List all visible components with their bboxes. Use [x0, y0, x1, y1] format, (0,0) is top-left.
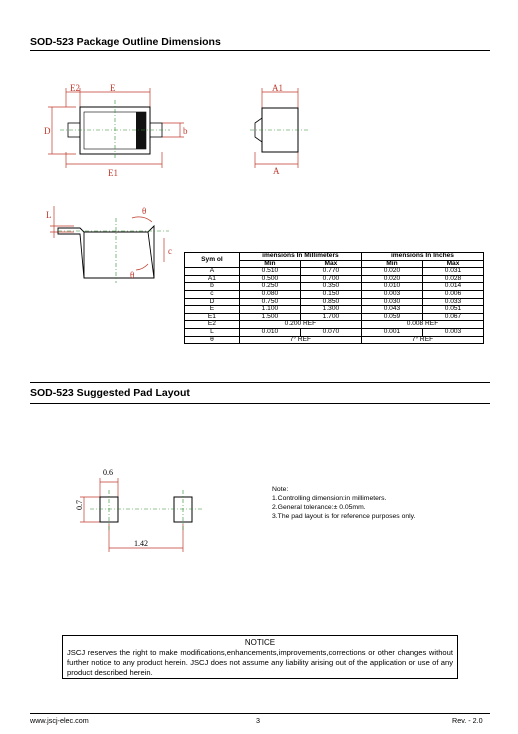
cell-symbol: θ [185, 336, 240, 344]
cell-mm-max: 0.150 [300, 290, 361, 298]
notice-body: JSCJ reserves the right to make modifications,enhancements,improvements,corrections or other changes without further notice to any product herein. JSCJ does not assume any liability arising out of the application or use of any product described herein. [67, 648, 453, 677]
label-a1: A1 [272, 83, 283, 93]
cell-in-min: 0.043 [361, 306, 422, 314]
section-divider [30, 50, 490, 51]
cell-mm-min: 0.510 [239, 268, 300, 276]
label-theta-bottom: θ [130, 270, 135, 280]
cell-mm-ref: 0.200 REF [239, 321, 361, 329]
cell-mm-min: 0.750 [239, 298, 300, 306]
cell-in-min: 0.030 [361, 298, 422, 306]
cell-in-max: 0.014 [422, 283, 483, 291]
header-mm-min: Min [239, 260, 300, 268]
cell-in-min: 0.020 [361, 275, 422, 283]
label-e: E [110, 83, 116, 93]
footer-website[interactable]: www.jscj-elec.com [30, 716, 89, 725]
cell-symbol: A [185, 268, 240, 276]
pad-width-label: 0.6 [103, 468, 113, 477]
cell-in-max: 0.006 [422, 290, 483, 298]
label-e1: E1 [108, 168, 118, 178]
cell-mm-min: 1.100 [239, 306, 300, 314]
header-symbol: Sym ol [185, 253, 240, 268]
cell-mm-min: 0.250 [239, 283, 300, 291]
cell-mm-max: 0.770 [300, 268, 361, 276]
cell-in-ref: 0.008 REF [361, 321, 483, 329]
top-view-drawing [40, 82, 200, 182]
label-e2: E2 [70, 83, 80, 93]
header-inch: imensions In Inches [361, 253, 483, 261]
note-line: 3.The pad layout is for reference purposes only. [272, 513, 416, 520]
table-row [185, 313, 484, 321]
label-theta-top: θ [142, 206, 147, 216]
cell-mm-max: 0.350 [300, 283, 361, 291]
cell-mm-min: 0.080 [239, 290, 300, 298]
cell-mm-max: 1.700 [300, 313, 361, 321]
cell-mm-ref: 7° REF [239, 336, 361, 344]
cell-mm-max: 0.850 [300, 298, 361, 306]
cell-symbol: E [185, 306, 240, 314]
header-in-min: Min [361, 260, 422, 268]
cell-mm-min: 0.010 [239, 328, 300, 336]
cell-mm-max: 0.700 [300, 275, 361, 283]
cell-in-max: 0.033 [422, 298, 483, 306]
cell-mm-min: 1.500 [239, 313, 300, 321]
cell-symbol: E2 [185, 321, 240, 329]
cell-in-max: 0.031 [422, 268, 483, 276]
cell-in-max: 0.028 [422, 275, 483, 283]
note-block [272, 485, 415, 521]
footer-page-number: 3 [256, 716, 260, 725]
cell-symbol: D [185, 298, 240, 306]
footer-revision: Rev. - 2.0 [452, 716, 483, 725]
cell-in-min: 0.001 [361, 328, 422, 336]
label-d: D [44, 126, 51, 136]
table-row [185, 290, 484, 298]
label-a: A [273, 166, 280, 176]
note-title: Note: [272, 486, 289, 493]
pad-height-label: 0.7 [75, 500, 84, 510]
cell-in-max: 0.051 [422, 306, 483, 314]
section-title-pad-layout: SOD-523 Suggested Pad Layout [30, 387, 190, 399]
note-line: 1.Controlling dimension:in millimeters. [272, 495, 387, 502]
notice-box [62, 635, 458, 679]
cell-symbol: b [185, 283, 240, 291]
dimension-table [184, 252, 484, 344]
label-l: L [46, 210, 52, 220]
cell-mm-max: 1.300 [300, 306, 361, 314]
cell-mm-min: 0.500 [239, 275, 300, 283]
label-c: c [168, 246, 172, 256]
side-view-drawing [250, 82, 310, 182]
section-divider [30, 403, 490, 404]
cell-in-min: 0.010 [361, 283, 422, 291]
header-in-max: Max [422, 260, 483, 268]
label-b: b [183, 126, 188, 136]
cell-in-ref: 7° REF [361, 336, 483, 344]
table-row [185, 328, 484, 336]
table-row [185, 336, 484, 344]
cell-in-min: 0.003 [361, 290, 422, 298]
pad-layout-drawing [70, 462, 210, 562]
cell-in-min: 0.020 [361, 268, 422, 276]
pad-pitch-label: 1.42 [134, 539, 148, 548]
header-mm-max: Max [300, 260, 361, 268]
cell-in-min: 0.059 [361, 313, 422, 321]
section-title-outline: SOD-523 Package Outline Dimensions [30, 36, 221, 48]
cell-symbol: A1 [185, 275, 240, 283]
note-line: 2.General tolerance:± 0.05mm. [272, 504, 366, 511]
cell-symbol: E1 [185, 313, 240, 321]
cell-in-max: 0.067 [422, 313, 483, 321]
cell-in-max: 0.003 [422, 328, 483, 336]
cell-mm-max: 0.070 [300, 328, 361, 336]
header-mm: imensions In Millimeters [239, 253, 361, 261]
cell-symbol: c [185, 290, 240, 298]
cell-symbol: L [185, 328, 240, 336]
footer-divider [30, 713, 490, 714]
section-divider [30, 382, 490, 383]
notice-title: NOTICE [244, 638, 276, 647]
lead-detail-drawing [44, 198, 184, 288]
